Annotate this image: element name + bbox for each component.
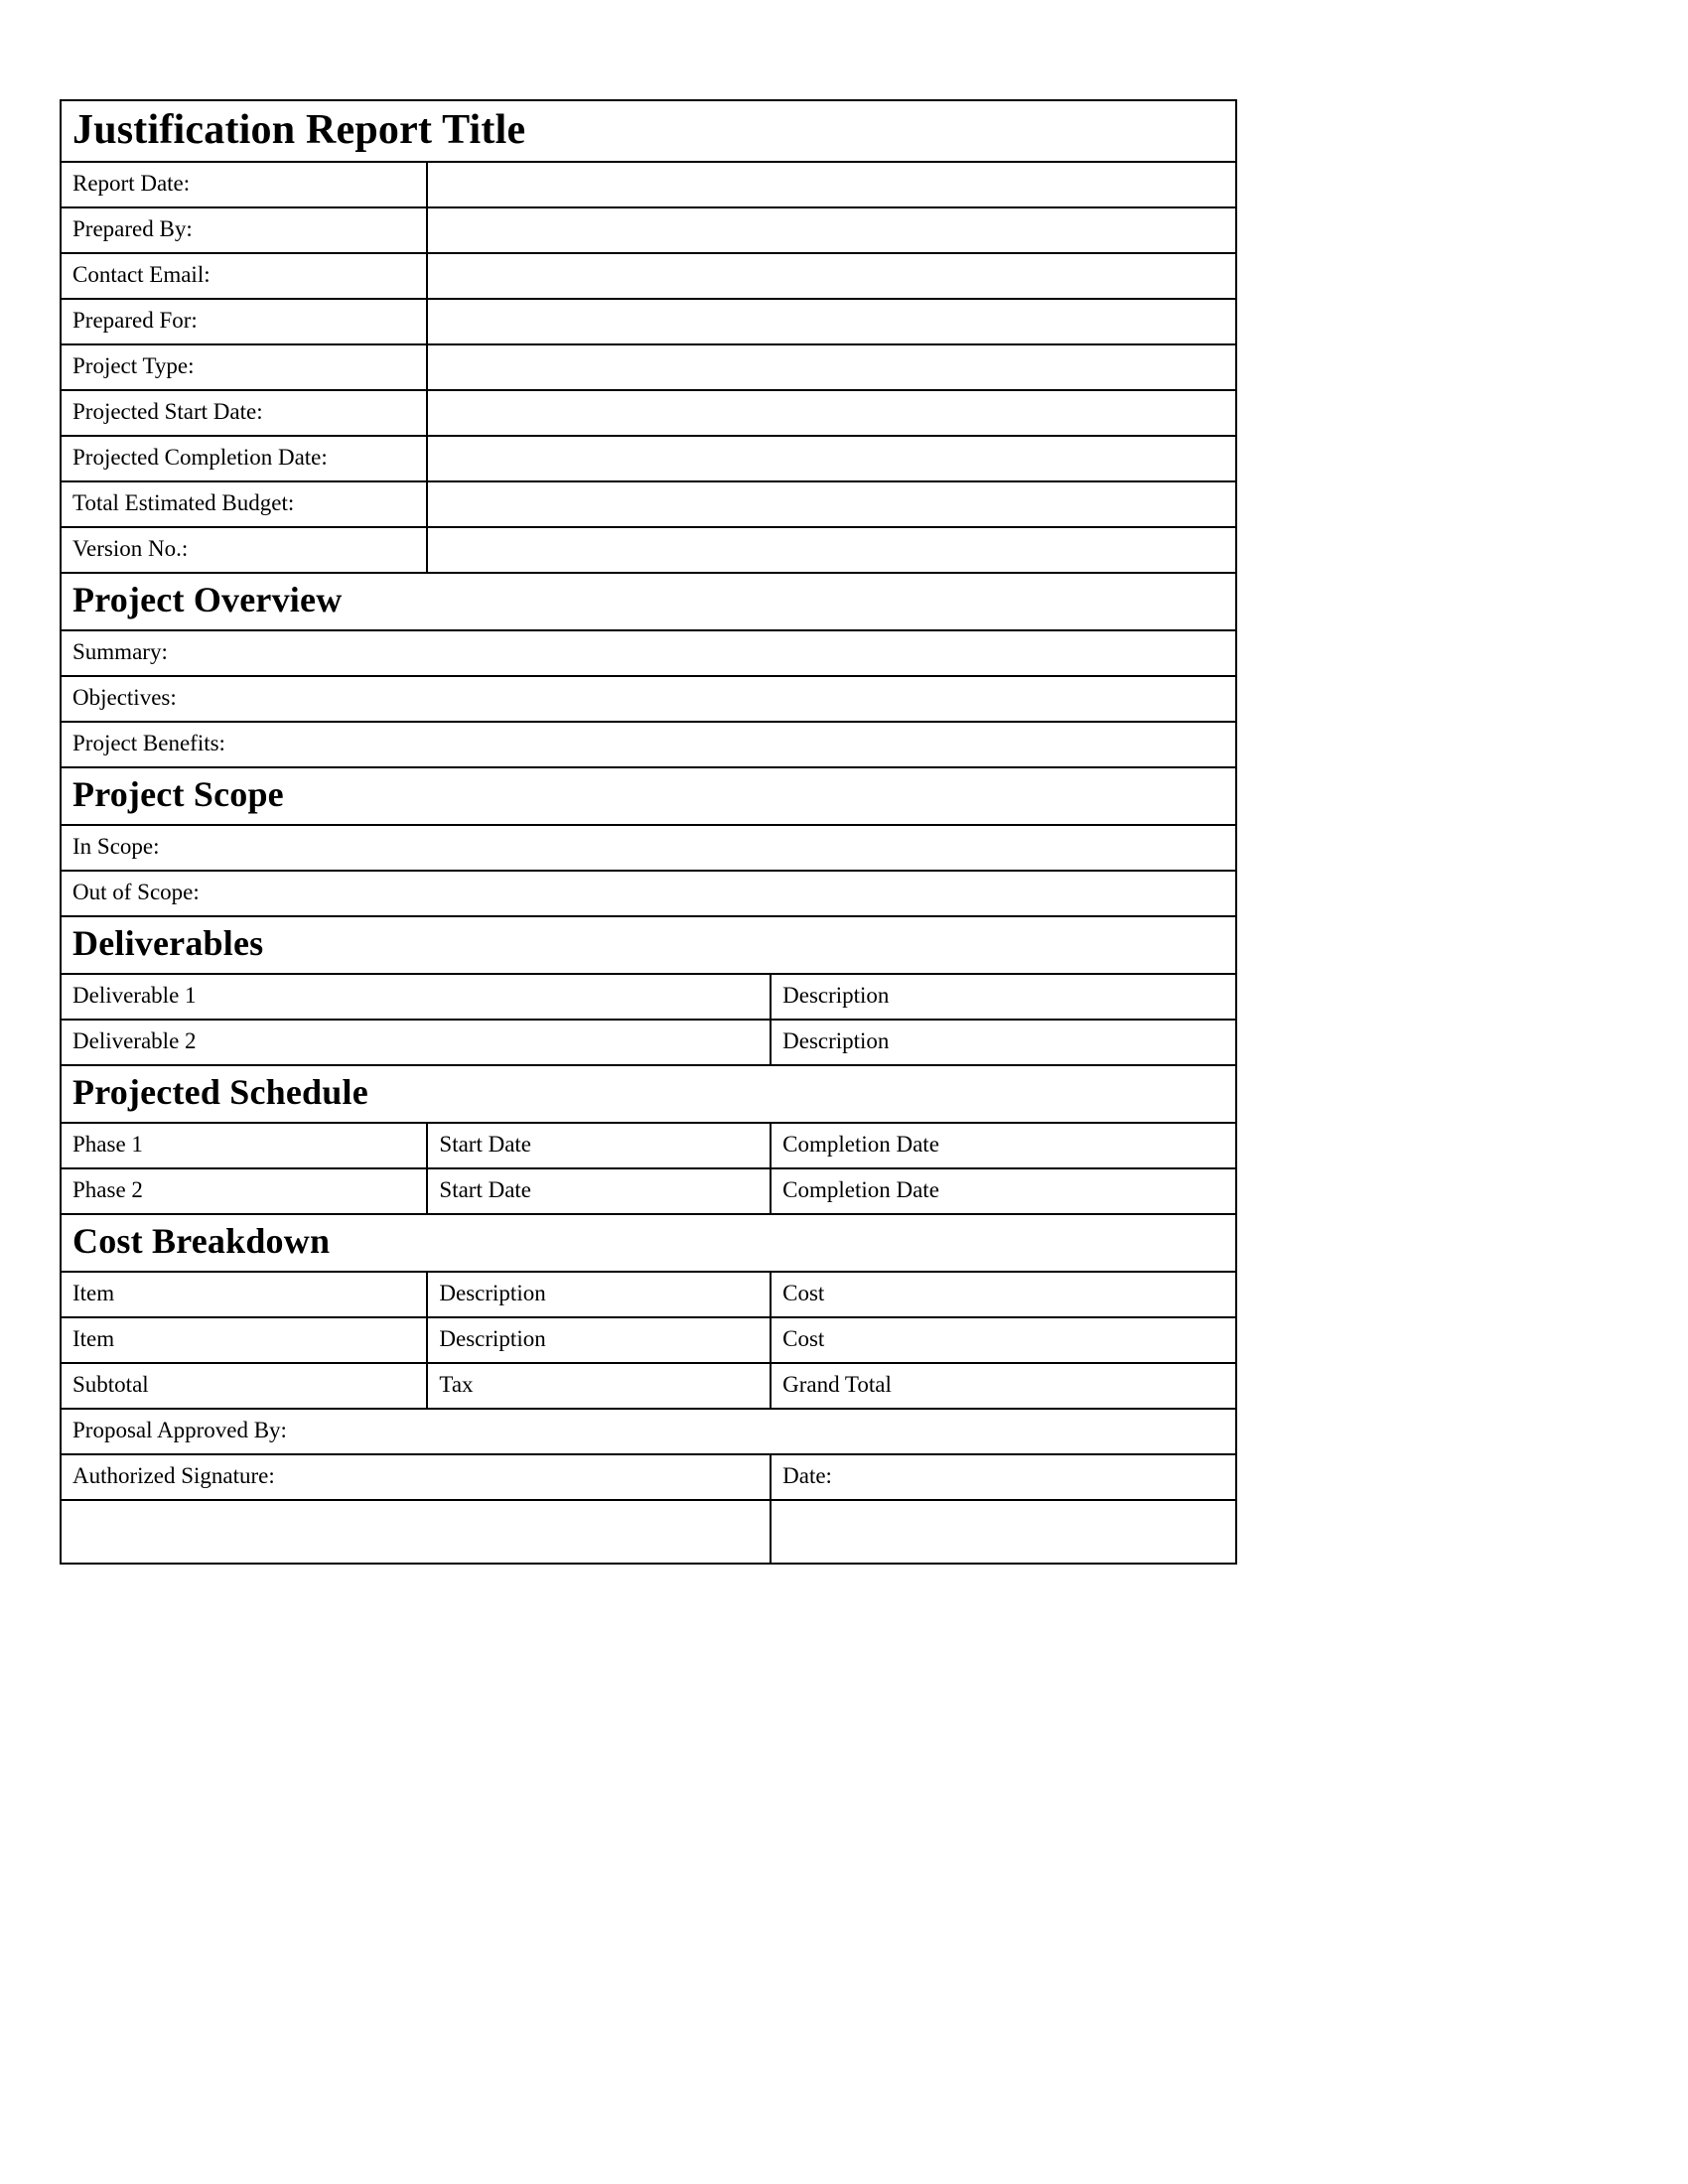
field-approval-date[interactable]: Date: [771,1454,1236,1500]
report-table [60,99,1237,1565]
field-value-project-type[interactable] [427,344,1236,390]
table-row [61,299,1236,344]
field-label-prepared-by: Prepared By: [61,207,427,253]
report-title-cell [61,100,1236,162]
field-value-prepared-for[interactable] [427,299,1236,344]
deliverable-name-2[interactable]: Deliverable 2 [61,1020,771,1065]
field-label-prepared-for: Prepared For: [61,299,427,344]
section-heading-cost-breakdown: Cost Breakdown [61,1214,1236,1272]
page-title: Justification Report Title [72,107,526,153]
cost-item-2[interactable]: Item [61,1317,427,1363]
cost-subtotal[interactable]: Subtotal [61,1363,427,1409]
field-proposal-approved-by[interactable]: Proposal Approved By: [61,1409,1236,1454]
field-label-project-type: Project Type: [61,344,427,390]
justification-report-table [60,99,1237,1565]
field-value-version-no[interactable] [427,527,1236,573]
table-row [61,527,1236,573]
schedule-start-date-2[interactable]: Start Date [427,1168,771,1214]
title-row [61,100,1236,162]
schedule-start-date-1[interactable]: Start Date [427,1123,771,1168]
table-row [61,871,1236,916]
field-summary[interactable]: Summary: [61,630,1236,676]
table-row [61,1409,1236,1454]
table-row [61,676,1236,722]
schedule-completion-date-2[interactable]: Completion Date [771,1168,1236,1214]
deliverable-description-1[interactable]: Description [771,974,1236,1020]
table-row [61,974,1236,1020]
cost-tax[interactable]: Tax [427,1363,771,1409]
section-heading-projected-schedule: Projected Schedule [61,1065,1236,1123]
field-value-total-estimated-budget[interactable] [427,481,1236,527]
field-label-contact-email: Contact Email: [61,253,427,299]
table-row [61,1168,1236,1214]
signature-blank [62,1501,770,1563]
table-row [61,630,1236,676]
table-row [61,481,1236,527]
section-header-row [61,1214,1236,1272]
table-row [61,1454,1236,1500]
deliverable-name-1[interactable]: Deliverable 1 [61,974,771,1020]
field-value-prepared-by[interactable] [427,207,1236,253]
table-row [61,436,1236,481]
schedule-phase-2[interactable]: Phase 2 [61,1168,427,1214]
field-objectives[interactable]: Objectives: [61,676,1236,722]
field-label-total-estimated-budget: Total Estimated Budget: [61,481,427,527]
cost-item-1[interactable]: Item [61,1272,427,1317]
table-row [61,1272,1236,1317]
table-row [61,1317,1236,1363]
table-row [61,207,1236,253]
cost-amount-2[interactable]: Cost [771,1317,1236,1363]
section-header-row [61,916,1236,974]
cost-description-1[interactable]: Description [427,1272,771,1317]
deliverable-description-2[interactable]: Description [771,1020,1236,1065]
table-row [61,253,1236,299]
schedule-phase-1[interactable]: Phase 1 [61,1123,427,1168]
section-heading-deliverables: Deliverables [61,916,1236,974]
field-value-projected-start-date[interactable] [427,390,1236,436]
date-blank [772,1501,1235,1563]
cost-description-2[interactable]: Description [427,1317,771,1363]
field-label-projected-completion-date: Projected Completion Date: [61,436,427,481]
field-project-benefits[interactable]: Project Benefits: [61,722,1236,767]
field-label-report-date: Report Date: [61,162,427,207]
field-label-projected-start-date: Projected Start Date: [61,390,427,436]
field-out-of-scope[interactable]: Out of Scope: [61,871,1236,916]
section-header-row [61,573,1236,630]
field-value-contact-email[interactable] [427,253,1236,299]
field-value-projected-completion-date[interactable] [427,436,1236,481]
date-entry-box[interactable] [771,1500,1236,1564]
table-row [61,162,1236,207]
table-row [61,1500,1236,1564]
section-heading-project-scope: Project Scope [61,767,1236,825]
table-row [61,1020,1236,1065]
table-row [61,390,1236,436]
field-authorized-signature[interactable]: Authorized Signature: [61,1454,771,1500]
table-row [61,1363,1236,1409]
section-heading-project-overview: Project Overview [61,573,1236,630]
cost-amount-1[interactable]: Cost [771,1272,1236,1317]
table-row [61,1123,1236,1168]
table-row [61,825,1236,871]
section-header-row [61,1065,1236,1123]
schedule-completion-date-1[interactable]: Completion Date [771,1123,1236,1168]
field-in-scope[interactable]: In Scope: [61,825,1236,871]
table-row [61,722,1236,767]
signature-entry-box[interactable] [61,1500,771,1564]
field-label-version-no: Version No.: [61,527,427,573]
table-row [61,344,1236,390]
cost-grand-total[interactable]: Grand Total [771,1363,1236,1409]
section-header-row [61,767,1236,825]
field-value-report-date[interactable] [427,162,1236,207]
